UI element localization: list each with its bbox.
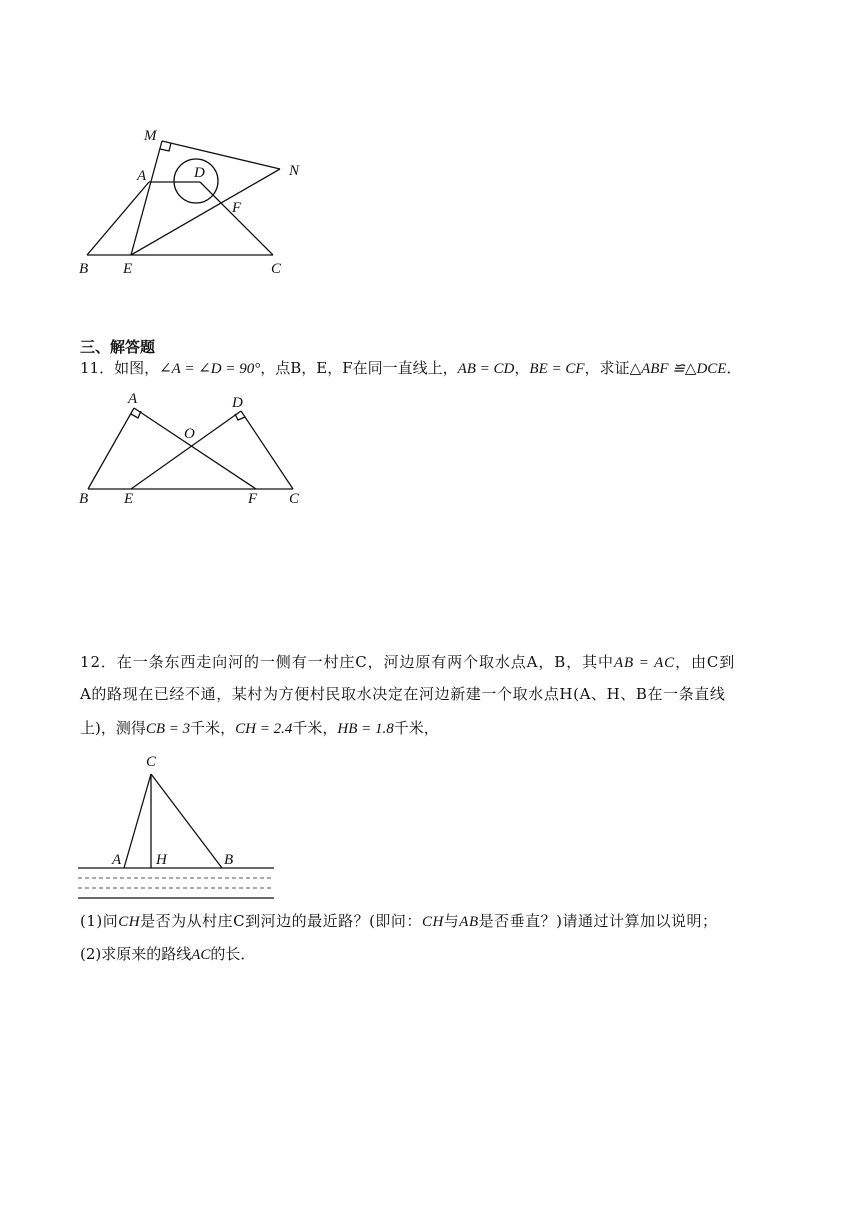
q12-ab-ac: AB = AC [613, 655, 676, 671]
q11-angle-expr: ∠A = ∠D = 90° [159, 361, 261, 377]
segment-ca [124, 774, 151, 868]
q12-number: 12． [80, 653, 117, 671]
segment-ba [87, 182, 149, 255]
segment-mn [162, 141, 280, 169]
segment-ba [88, 408, 134, 489]
q12-s1-ab: AB [459, 914, 479, 930]
label-b: B [79, 491, 89, 507]
q12-line-3 [80, 715, 439, 742]
q11-ab-cd: AB = CD [457, 361, 515, 377]
q11-congruence: △ABF ≌△DCE [629, 361, 727, 377]
q12-s1-part-3: 是否为从村庄C到河边的最近路？(即问： [140, 912, 422, 930]
q12-l1-part-1: 在一条东西走向河的一侧有一村庄C，河边原有两个取水点A，B，其中 [116, 653, 614, 671]
q12-line-2: A的路现在已经不通，某村为方便村民取水决定在河边新建一个取水点H(A、H、B在一条直线 [80, 685, 726, 703]
label-b: B [79, 261, 89, 277]
q12-sub-1 [80, 908, 717, 935]
segment-dc [200, 182, 273, 255]
q11-part-9: ． [726, 359, 742, 377]
label-b: B [224, 852, 234, 868]
label-f: F [248, 491, 258, 507]
segment-de [131, 411, 241, 489]
label-c: C [289, 491, 300, 507]
q11-part-3: ，点B，E，F在同一直线上， [260, 359, 458, 377]
q12-s2-part-1: (2)求原来的路线 [80, 945, 192, 963]
q11-number: 11． [80, 359, 115, 377]
label-c: C [271, 261, 282, 277]
q12-s1-ch-2: CH [421, 914, 444, 930]
q12-s1-part-1: (1)问 [80, 912, 119, 930]
q11-diagram [74, 388, 314, 510]
q12-cb: CB = 3 [145, 721, 191, 737]
label-a: A [128, 391, 138, 407]
q11-part-7: ，求证 [584, 359, 630, 377]
q12-line-1 [80, 649, 735, 676]
label-h: H [156, 852, 167, 868]
q12-l3-part-5: 千米， [292, 719, 338, 737]
q11-text [80, 355, 741, 382]
q12-s1-ch: CH [118, 914, 141, 930]
q12-l3-part-7: 千米， [393, 719, 439, 737]
q12-s1-part-7: 是否垂直？)请通过计算加以说明； [478, 912, 718, 930]
q11-part-1: 如图， [114, 359, 160, 377]
label-d: D [194, 165, 205, 181]
q12-l3-part-3: 千米， [190, 719, 236, 737]
q12-s1-part-5: 与 [443, 912, 460, 930]
q12-ch: CH = 2.4 [235, 721, 293, 737]
q12-l1-part-3: ，由C到 [675, 653, 736, 671]
label-e: E [123, 261, 133, 277]
q12-s2-part-3: 的长． [210, 945, 256, 963]
q12-hb: HB = 1.8 [337, 721, 394, 737]
q12-l3-part-1: 上)，测得 [80, 719, 146, 737]
q12-diagram [76, 750, 280, 902]
label-f: F [232, 200, 242, 216]
q11-be-cf: BE = CF [529, 361, 585, 377]
label-m: M [144, 128, 157, 144]
figure-1-diagram [74, 120, 314, 285]
label-n: N [289, 163, 300, 179]
segment-dc [241, 411, 293, 489]
q12-sub-2 [80, 941, 255, 968]
q12-s2-ac: AC [191, 947, 211, 963]
label-a: A [112, 852, 122, 868]
label-a: A [137, 168, 147, 184]
label-o: O [184, 426, 195, 442]
q11-part-5: ， [514, 359, 530, 377]
section-title: 三、解答题 [80, 338, 156, 356]
label-d: D [232, 395, 243, 411]
label-c: C [146, 754, 157, 770]
label-e: E [124, 491, 134, 507]
